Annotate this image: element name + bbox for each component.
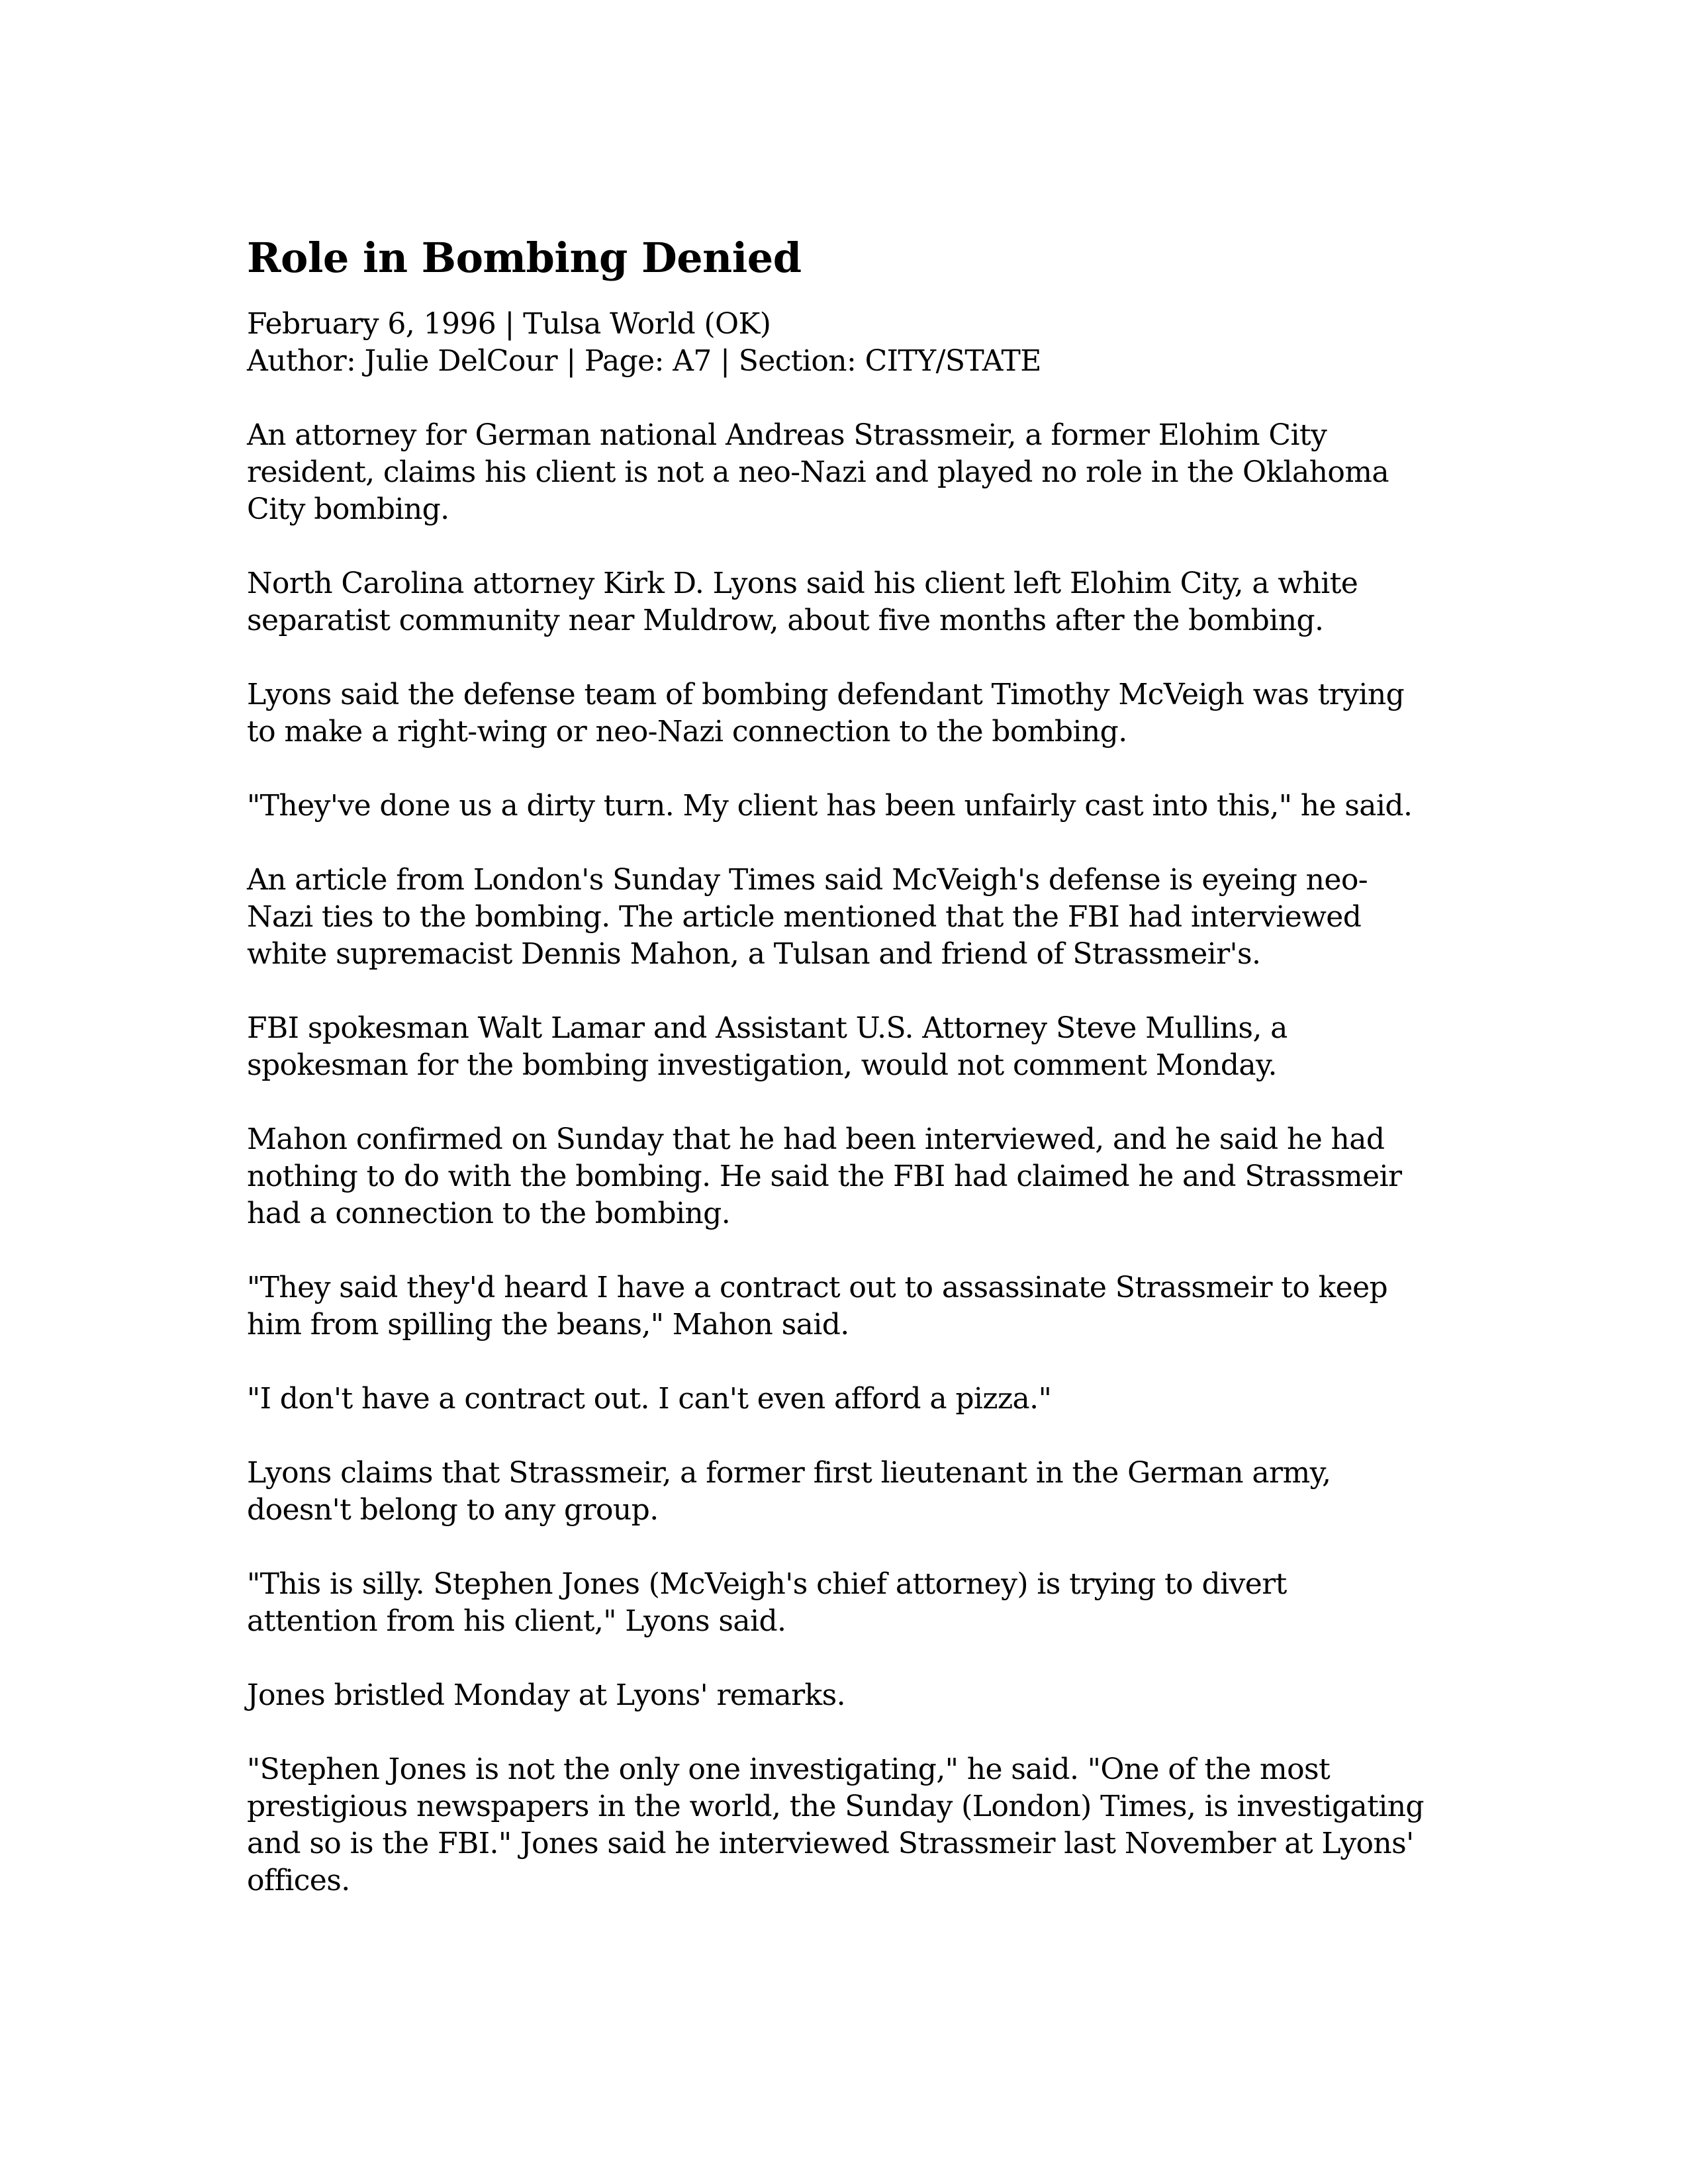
paragraph-line: offices. — [247, 1864, 350, 1897]
paragraph-line: "They've done us a dirty turn. My client has been unfairly cast into this," he said. — [247, 789, 1413, 823]
article — [247, 225, 1452, 1936]
paragraph-line: him from spilling the beans," Mahon said. — [247, 1308, 849, 1342]
paragraph — [247, 676, 1452, 751]
paragraph — [247, 862, 1452, 973]
paragraph — [247, 1566, 1452, 1640]
paragraph — [247, 417, 1452, 528]
paragraph — [247, 1677, 1452, 1714]
paragraph — [247, 565, 1452, 639]
paragraph-line: had a connection to the bombing. — [247, 1197, 731, 1230]
paragraph-line: City bombing. — [247, 492, 449, 526]
paragraph-line: North Carolina attorney Kirk D. Lyons said his client left Elohim City, a white — [247, 567, 1358, 600]
paragraph-line: attention from his client," Lyons said. — [247, 1604, 786, 1638]
paragraph-line: doesn't belong to any group. — [247, 1493, 659, 1527]
article-body — [247, 417, 1452, 1899]
paragraph — [247, 788, 1452, 825]
paragraph-line: separatist community near Muldrow, about five months after the bombing. — [247, 604, 1324, 637]
paragraph-line: An article from London's Sunday Times said McVeigh's defense is eyeing neo- — [247, 863, 1368, 897]
paragraph-line: spokesman for the bombing investigation, would not comment Monday. — [247, 1048, 1277, 1082]
paragraph-line: and so is the FBI." Jones said he interviewed Strassmeir last November at Lyons' — [247, 1827, 1414, 1860]
paragraph-line: Lyons said the defense team of bombing defendant Timothy McVeigh was trying — [247, 678, 1405, 711]
paragraph-line: resident, claims his client is not a neo-Nazi and played no role in the Oklahoma — [247, 455, 1389, 489]
paragraph-line: An attorney for German national Andreas Strassmeir, a former Elohim City — [247, 418, 1327, 452]
paragraph — [247, 1455, 1452, 1529]
paragraph-line: FBI spokesman Walt Lamar and Assistant U.S. Attorney Steve Mullins, a — [247, 1011, 1288, 1045]
paragraph-line: Nazi ties to the bombing. The article mentioned that the FBI had interviewed — [247, 900, 1362, 934]
article-title: Role in Bombing Denied — [247, 234, 802, 282]
paragraph-line: "Stephen Jones is not the only one investigating," he said. "One of the most — [247, 1752, 1331, 1786]
paragraph-line: white supremacist Dennis Mahon, a Tulsan and friend of Strassmeir's. — [247, 937, 1261, 971]
paragraph-line: Mahon confirmed on Sunday that he had been interviewed, and he said he had — [247, 1122, 1385, 1156]
paragraph-line: "I don't have a contract out. I can't even afford a pizza." — [247, 1382, 1052, 1416]
paragraph-line: "They said they'd heard I have a contract out to assassinate Strassmeir to keep — [247, 1271, 1388, 1304]
paragraph-line: to make a right-wing or neo-Nazi connection to the bombing. — [247, 715, 1127, 749]
paragraph — [247, 1751, 1452, 1899]
paragraph-line: Jones bristled Monday at Lyons' remarks. — [247, 1678, 845, 1712]
paragraph — [247, 1269, 1452, 1343]
paragraph — [247, 1381, 1452, 1418]
paragraph-line: nothing to do with the bombing. He said the FBI had claimed he and Strassmeir — [247, 1160, 1402, 1193]
paragraph — [247, 1121, 1452, 1232]
author-page-section-line: Author: Julie DelCour | Page: A7 | Section: CITY/STATE — [247, 344, 1041, 378]
article-metadata — [247, 306, 1452, 380]
date-source-line: February 6, 1996 | Tulsa World (OK) — [247, 307, 771, 341]
paragraph-line: Lyons claims that Strassmeir, a former first lieutenant in the German army, — [247, 1456, 1331, 1490]
paragraph-line: "This is silly. Stephen Jones (McVeigh's chief attorney) is trying to divert — [247, 1567, 1287, 1601]
paragraph — [247, 1010, 1452, 1084]
paragraph-line: prestigious newspapers in the world, the Sunday (London) Times, is investigating — [247, 1790, 1425, 1823]
